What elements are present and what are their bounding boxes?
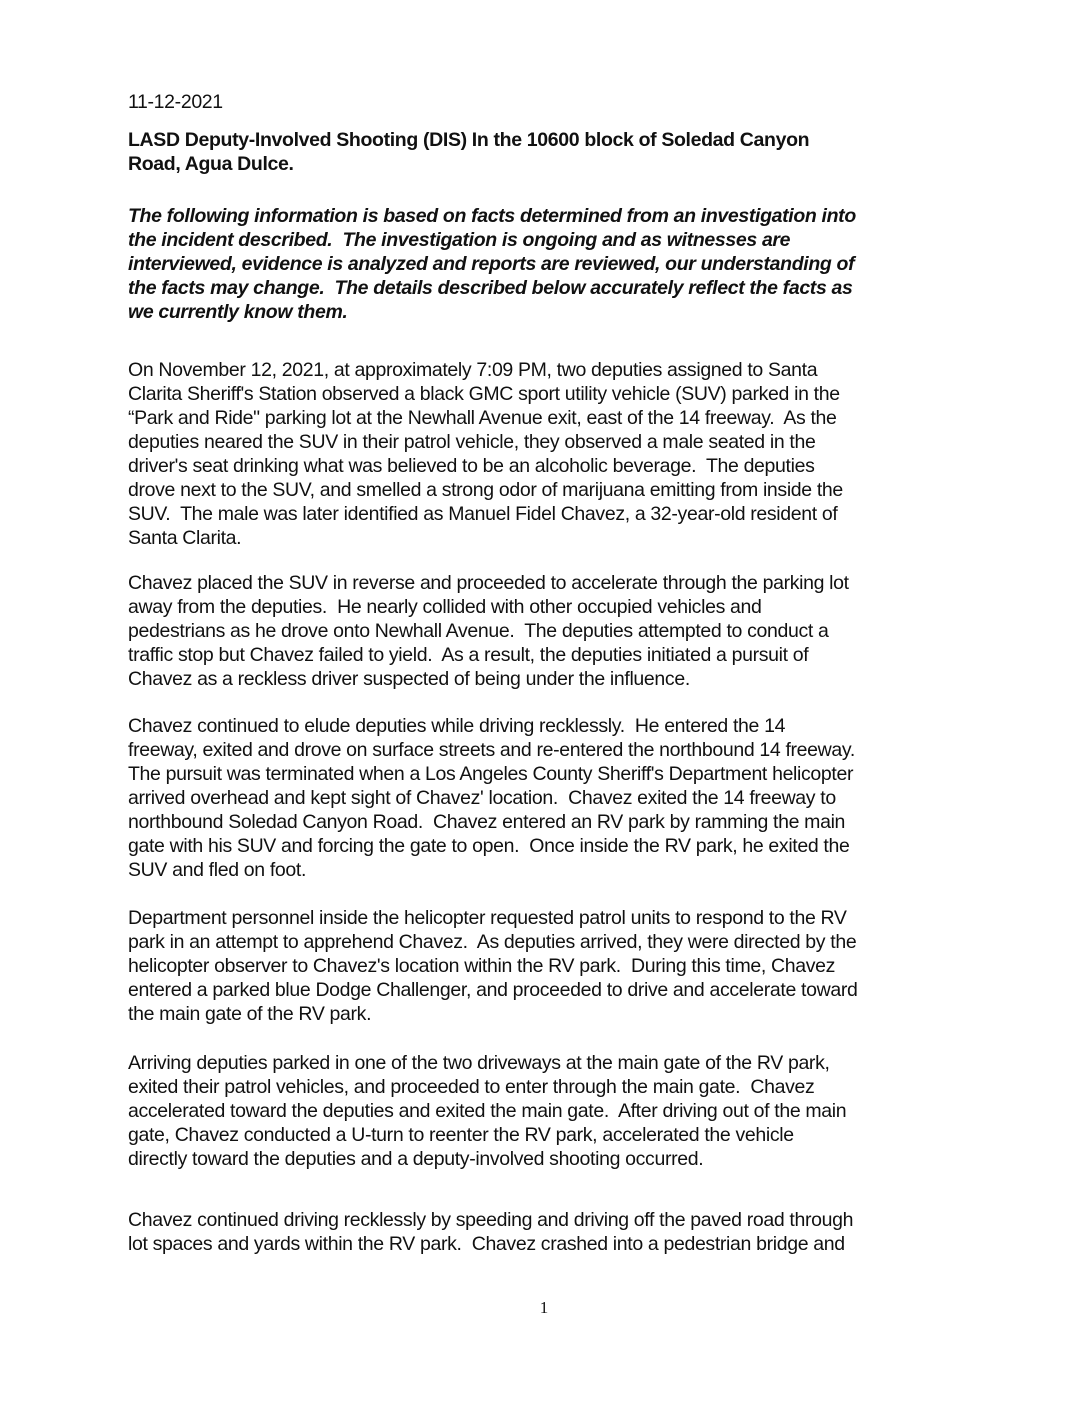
disclaimer-paragraph [128, 204, 968, 324]
paragraph-line: deputies neared the SUV in their patrol vehicle, they observed a male seated in the [128, 431, 816, 453]
body-paragraph-4 [128, 906, 968, 1026]
disclaimer-line: the incident described. The investigation is ongoing and as witnesses are [128, 229, 791, 251]
paragraph-line: exited their patrol vehicles, and proceeded to enter through the main gate. Chavez [128, 1076, 815, 1098]
paragraph-line: away from the deputies. He nearly collided with other occupied vehicles and [128, 596, 762, 618]
paragraph-line: Chavez continued driving recklessly by speeding and driving off the paved road through [128, 1209, 854, 1231]
disclaimer-line: interviewed, evidence is analyzed and reports are reviewed, our understanding of [128, 253, 855, 275]
disclaimer-line: The following information is based on facts determined from an investigation into [128, 205, 856, 227]
body-paragraph-5 [128, 1051, 968, 1171]
title-line: LASD Deputy-Involved Shooting (DIS) In the 10600 block of Soledad Canyon [128, 129, 810, 151]
title-line: Road, Agua Dulce. [128, 153, 294, 175]
paragraph-line: arrived overhead and kept sight of Chavez' location. Chavez exited the 14 freeway to [128, 787, 836, 809]
paragraph-line: Chavez as a reckless driver suspected of being under the influence. [128, 668, 690, 690]
document-date [128, 90, 968, 114]
paragraph-line: Santa Clarita. [128, 527, 242, 549]
document-title [128, 128, 968, 176]
paragraph-line: gate, Chavez conducted a U-turn to reenter the RV park, accelerated the vehicle [128, 1124, 794, 1146]
paragraph-line: Arriving deputies parked in one of the two driveways at the main gate of the RV park, [128, 1052, 830, 1074]
paragraph-line: SUV and fled on foot. [128, 859, 307, 881]
paragraph-line: freeway, exited and drove on surface streets and re-entered the northbound 14 freeway. [128, 739, 855, 761]
paragraph-line: On November 12, 2021, at approximately 7:09 PM, two deputies assigned to Santa [128, 359, 818, 381]
body-paragraph-3 [128, 714, 968, 882]
body-paragraph-2 [128, 571, 968, 691]
paragraph-line: Clarita Sheriff's Station observed a black GMC sport utility vehicle (SUV) parked in the [128, 383, 840, 405]
disclaimer-line: we currently know them. [128, 301, 348, 323]
paragraph-line: northbound Soledad Canyon Road. Chavez entered an RV park by ramming the main [128, 811, 846, 833]
paragraph-line: “Park and Ride" parking lot at the Newhall Avenue exit, east of the 14 freeway. As the [128, 407, 837, 429]
paragraph-line: Chavez placed the SUV in reverse and proceeded to accelerate through the parking lot [128, 572, 849, 594]
paragraph-line: accelerated toward the deputies and exited the main gate. After driving out of the main [128, 1100, 847, 1122]
paragraph-line: helicopter observer to Chavez's location within the RV park. During this time, Chavez [128, 955, 836, 977]
paragraph-line: gate with his SUV and forcing the gate to open. Once inside the RV park, he exited the [128, 835, 850, 857]
paragraph-line: park in an attempt to apprehend Chavez. As deputies arrived, they were directed by the [128, 931, 857, 953]
paragraph-line: driver's seat drinking what was believed to be an alcoholic beverage. The deputies [128, 455, 815, 477]
body-paragraph-6 [128, 1208, 968, 1256]
paragraph-line: directly toward the deputies and a deputy-involved shooting occurred. [128, 1148, 704, 1170]
date-text: 11-12-2021 [128, 91, 223, 113]
paragraph-line: Department personnel inside the helicopter requested patrol units to respond to the RV [128, 907, 847, 929]
disclaimer-line: the facts may change. The details described below accurately reflect the facts as [128, 277, 853, 299]
page-number: 1 [539, 1298, 549, 1317]
paragraph-line: lot spaces and yards within the RV park. Chavez crashed into a pedestrian bridge and [128, 1233, 845, 1255]
paragraph-line: SUV. The male was later identified as Manuel Fidel Chavez, a 32-year-old resident of [128, 503, 838, 525]
paragraph-line: Chavez continued to elude deputies while driving recklessly. He entered the 14 [128, 715, 786, 737]
body-paragraph-1 [128, 358, 968, 550]
paragraph-line: entered a parked blue Dodge Challenger, and proceeded to drive and accelerate toward [128, 979, 858, 1001]
paragraph-line: pedestrians as he drove onto Newhall Avenue. The deputies attempted to conduct a [128, 620, 829, 642]
paragraph-line: the main gate of the RV park. [128, 1003, 372, 1025]
paragraph-line: traffic stop but Chavez failed to yield. As a result, the deputies initiated a pursuit of [128, 644, 809, 666]
paragraph-line: drove next to the SUV, and smelled a strong odor of marijuana emitting from inside the [128, 479, 843, 501]
paragraph-line: The pursuit was terminated when a Los Angeles County Sheriff's Department helicopter [128, 763, 854, 785]
